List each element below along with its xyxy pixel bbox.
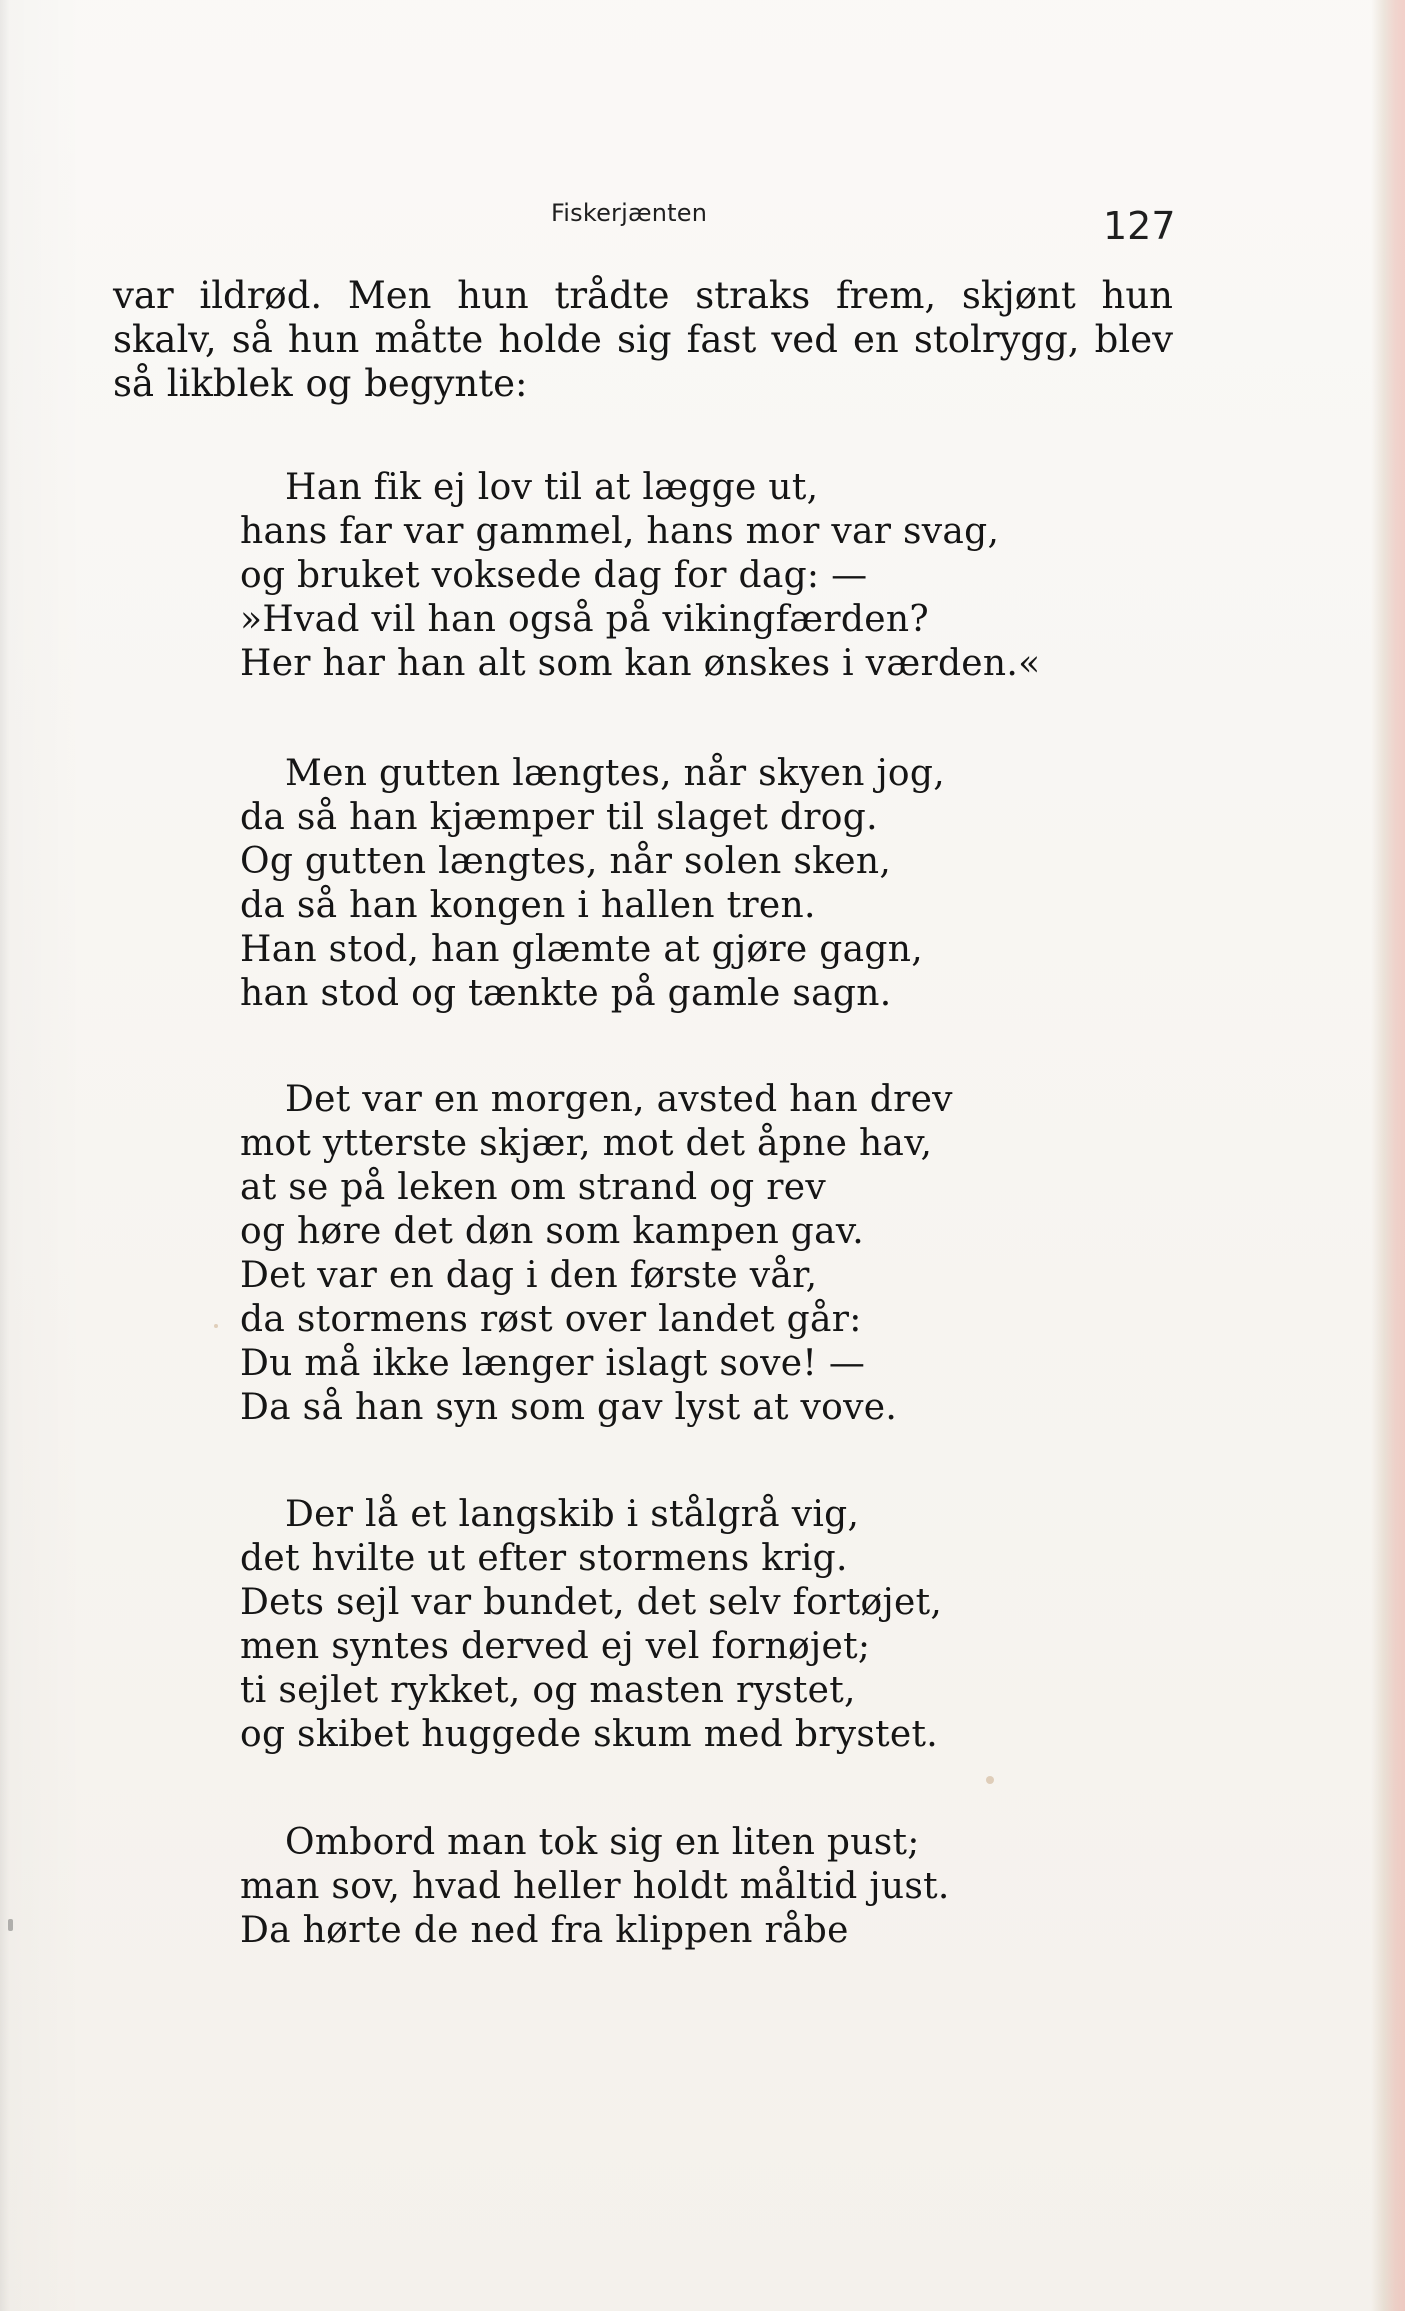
poem-stanza-3	[240, 1078, 1160, 1430]
poem-line: Ombord man tok sig en liten pust;	[285, 1822, 920, 1863]
page-right-edge-stain	[1371, 0, 1405, 2311]
poem-stanza-4	[240, 1493, 1160, 1757]
poem-line: og høre det døn som kampen gav.	[240, 1211, 865, 1252]
poem-line: Han fik ej lov til at lægge ut,	[285, 467, 819, 508]
poem-line: Men gutten længtes, når skyen jog,	[285, 753, 945, 794]
poem-stanza-5	[240, 1821, 1160, 1953]
poem-line: »Hvad vil han også på vikingfærden?	[240, 599, 929, 640]
prose-line: var ildrød. Men hun trådte straks frem, skjønt hun	[113, 274, 1173, 317]
poem-line: man sov, hvad heller holdt måltid just.	[240, 1866, 950, 1907]
paper-stain	[214, 1324, 218, 1328]
poem-line: Det var en morgen, avsted han drev	[285, 1079, 953, 1120]
poem-line: Da hørte de ned fra klippen råbe	[240, 1910, 849, 1951]
poem-line: det hvilte ut efter stormens krig.	[240, 1538, 848, 1579]
poem-line: Dets sejl var bundet, det selv fortøjet,	[240, 1582, 943, 1623]
page-number: 127	[1103, 204, 1176, 248]
prose-paragraph	[113, 274, 1173, 406]
poem-line: Du må ikke længer islagt sove! —	[240, 1343, 866, 1384]
poem-line: og skibet huggede skum med brystet.	[240, 1714, 939, 1755]
poem-line: da så han kjæmper til slaget drog.	[240, 797, 878, 838]
poem-stanza-1	[240, 466, 1160, 686]
poem-line: Han stod, han glæmte at gjøre gagn,	[240, 929, 923, 970]
poem-line: Det var en dag i den første vår,	[240, 1255, 818, 1296]
prose-line: så likblek og begynte:	[113, 362, 528, 405]
poem-line: da så han kongen i hallen tren.	[240, 885, 816, 926]
poem-line: Og gutten længtes, når solen sken,	[240, 841, 892, 882]
poem-stanza-2	[240, 752, 1160, 1016]
paper-mark	[8, 1919, 13, 1931]
poem-line: Her har han alt som kan ønskes i værden.«	[240, 643, 1041, 684]
poem-line: men syntes derved ej vel fornøjet;	[240, 1626, 871, 1667]
paper-stain	[986, 1776, 994, 1784]
poem-line: at se på leken om strand og rev	[240, 1167, 826, 1208]
poem-line: han stod og tænkte på gamle sagn.	[240, 973, 892, 1014]
poem-line: Da så han syn som gav lyst at vove.	[240, 1387, 898, 1428]
poem-line: ti sejlet rykket, og masten rystet,	[240, 1670, 856, 1711]
poem-line: da stormens røst over landet går:	[240, 1299, 862, 1340]
prose-line: skalv, så hun måtte holde sig fast ved en stolrygg, blev	[113, 318, 1173, 361]
poem-line: mot ytterste skjær, mot det åpne hav,	[240, 1123, 933, 1164]
poem-line: Der lå et langskib i stålgrå vig,	[285, 1494, 860, 1535]
running-title: Fiskerjænten	[551, 199, 708, 227]
poem-line: hans far var gammel, hans mor var svag,	[240, 511, 1000, 552]
poem-line: og bruket voksede dag for dag: —	[240, 555, 868, 596]
page-left-shadow	[0, 0, 10, 2311]
